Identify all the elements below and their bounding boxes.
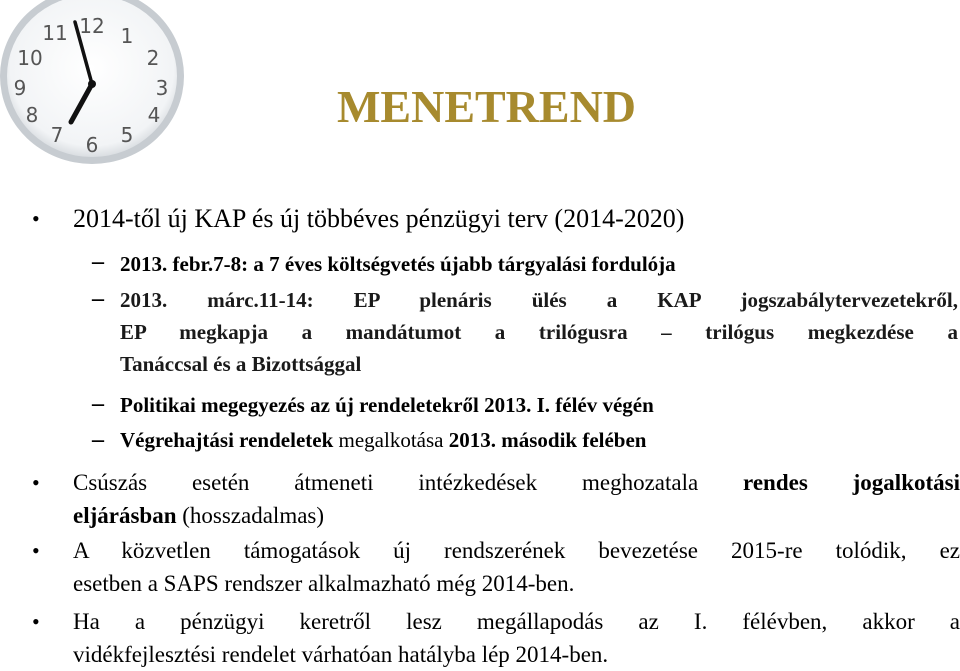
list-item: Csúszás esetén átmeneti intézkedések meghozatala rendes jogalkotási eljárásban (hosszadalmas)	[73, 470, 960, 528]
clock-numeral: 7	[50, 123, 64, 147]
clock-numeral: 2	[146, 46, 160, 70]
list-item: A közvetlen támogatások új rendszerének bevezetése 2015-re tolódik, ez esetben a SAPS rendszer alkalmazható még 2014-ben.	[73, 538, 960, 596]
clock-numeral: 11	[42, 21, 68, 45]
clock-numeral: 12	[79, 14, 105, 38]
dash-marker: –	[92, 249, 104, 275]
clock-numeral: 8	[25, 103, 39, 127]
bullet-marker: •	[32, 609, 40, 634]
sub-list-item: 2013. febr.7-8: a 7 éves költségvetés újabb tárgyalási fordulója	[120, 252, 676, 276]
wall-clock-icon	[0, 0, 190, 170]
clock-numeral: 3	[155, 76, 169, 100]
slide-title: MENETREND	[337, 81, 637, 132]
bullet-marker: •	[32, 538, 40, 563]
bullet-marker: •	[32, 470, 40, 495]
clock-numeral: 10	[17, 46, 43, 70]
clock-numeral: 1	[120, 24, 134, 48]
clock-numeral: 5	[120, 123, 134, 147]
list-item: Ha a pénzügyi keretről lesz megállapodás az I. félévben, akkor a vidékfejlesztési rendelet várhatóan hatályba lép 2014-ben.	[73, 609, 960, 667]
dash-marker: –	[92, 391, 104, 417]
list-item: 2014-től új KAP és új többéves pénzügyi terv (2014-2020)	[73, 204, 685, 233]
dash-marker: –	[92, 286, 104, 312]
sub-list-item: Politikai megegyezés az új rendeletekről 2013. I. félév végén	[120, 393, 654, 417]
bullet-marker: •	[32, 206, 40, 231]
sub-list-item: 2013. márc.11-14: EP plenáris ülés a KAP jogszabálytervezetekről, EP megkapja a mandátumot a trilógusra – trilógus megkezdése a Tanáccsal és a Bizottsággal	[120, 288, 958, 376]
clock-numeral: 6	[85, 133, 99, 157]
dash-marker: –	[92, 427, 104, 453]
clock-numeral: 9	[13, 76, 27, 100]
clock-numeral: 4	[147, 103, 161, 127]
sub-list-item: Végrehajtási rendeletek megalkotása 2013. második felében	[120, 428, 647, 452]
